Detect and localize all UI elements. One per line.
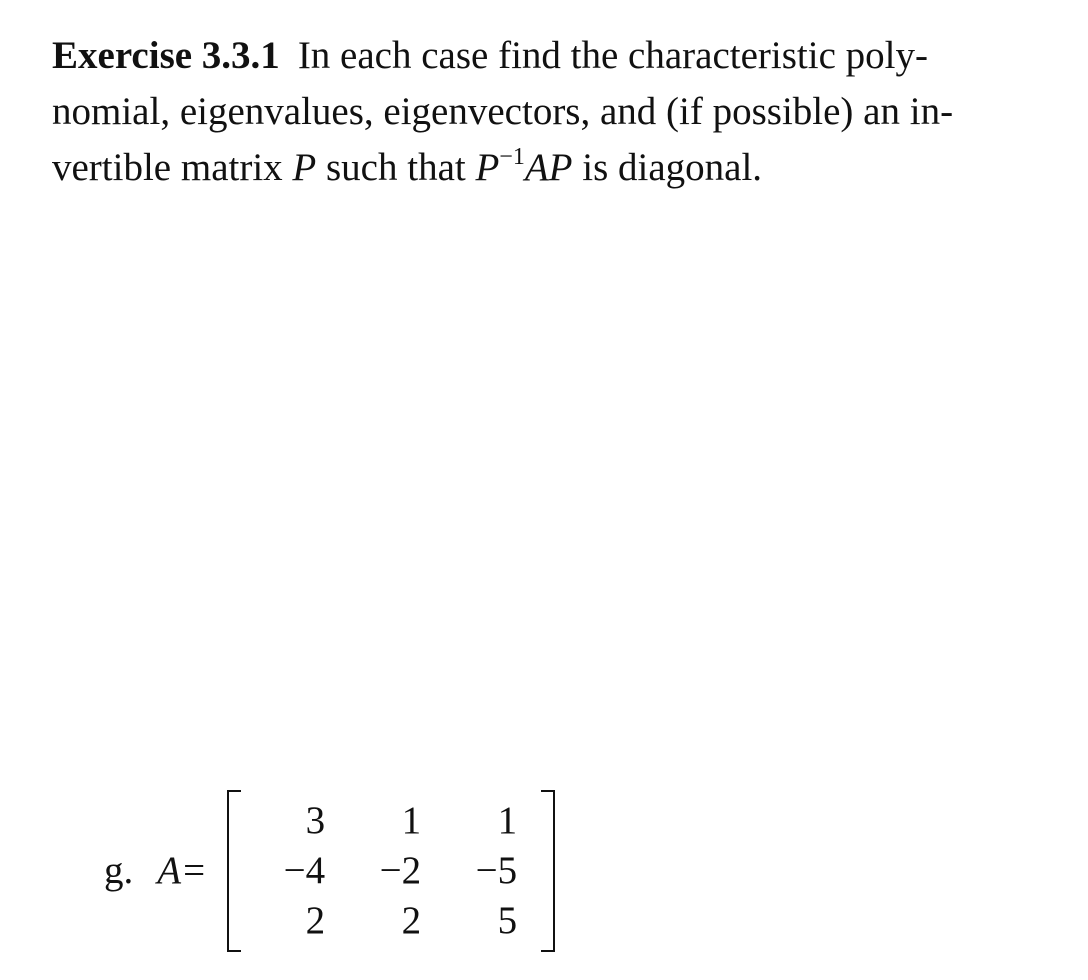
matrix-cell: 1 (497, 798, 518, 842)
inverse-exponent: −1 (499, 144, 525, 170)
matrix-cell: 2 (305, 898, 326, 942)
matrix-cell: −5 (475, 848, 518, 892)
part-label: g. (104, 848, 134, 892)
matrix-cell: 2 (401, 898, 422, 942)
matrix-a (227, 790, 555, 950)
variable-p: P (292, 146, 317, 189)
matrix-cell: 1 (401, 798, 422, 842)
matrix-cell: 5 (497, 898, 518, 942)
matrix-variable: A (157, 848, 182, 892)
exercise-text-line2: nomial, eigenvalues, eigenvectors, and (if possible) an in- (52, 90, 954, 133)
exercise-text-line3-mid: such that (316, 146, 476, 189)
variable-ap: AP (524, 146, 573, 189)
exercise-statement (52, 28, 1052, 196)
problem-part-g (104, 790, 555, 950)
equals-sign: = (183, 848, 206, 892)
right-bracket (541, 790, 555, 952)
exercise-text-line1: In each case find the characteristic poly- (297, 34, 928, 77)
matrix-cell: −2 (379, 848, 422, 892)
variable-p-inverse: P (475, 146, 500, 189)
exercise-label: Exercise 3.3.1 (52, 34, 280, 77)
exercise-text-line3-pre: vertible matrix (52, 146, 293, 189)
matrix-grid (247, 795, 535, 945)
left-bracket (227, 790, 241, 952)
matrix-cell: 3 (305, 798, 326, 842)
matrix-cell: −4 (283, 848, 326, 892)
exercise-text-line3-post: is diagonal. (572, 146, 763, 189)
